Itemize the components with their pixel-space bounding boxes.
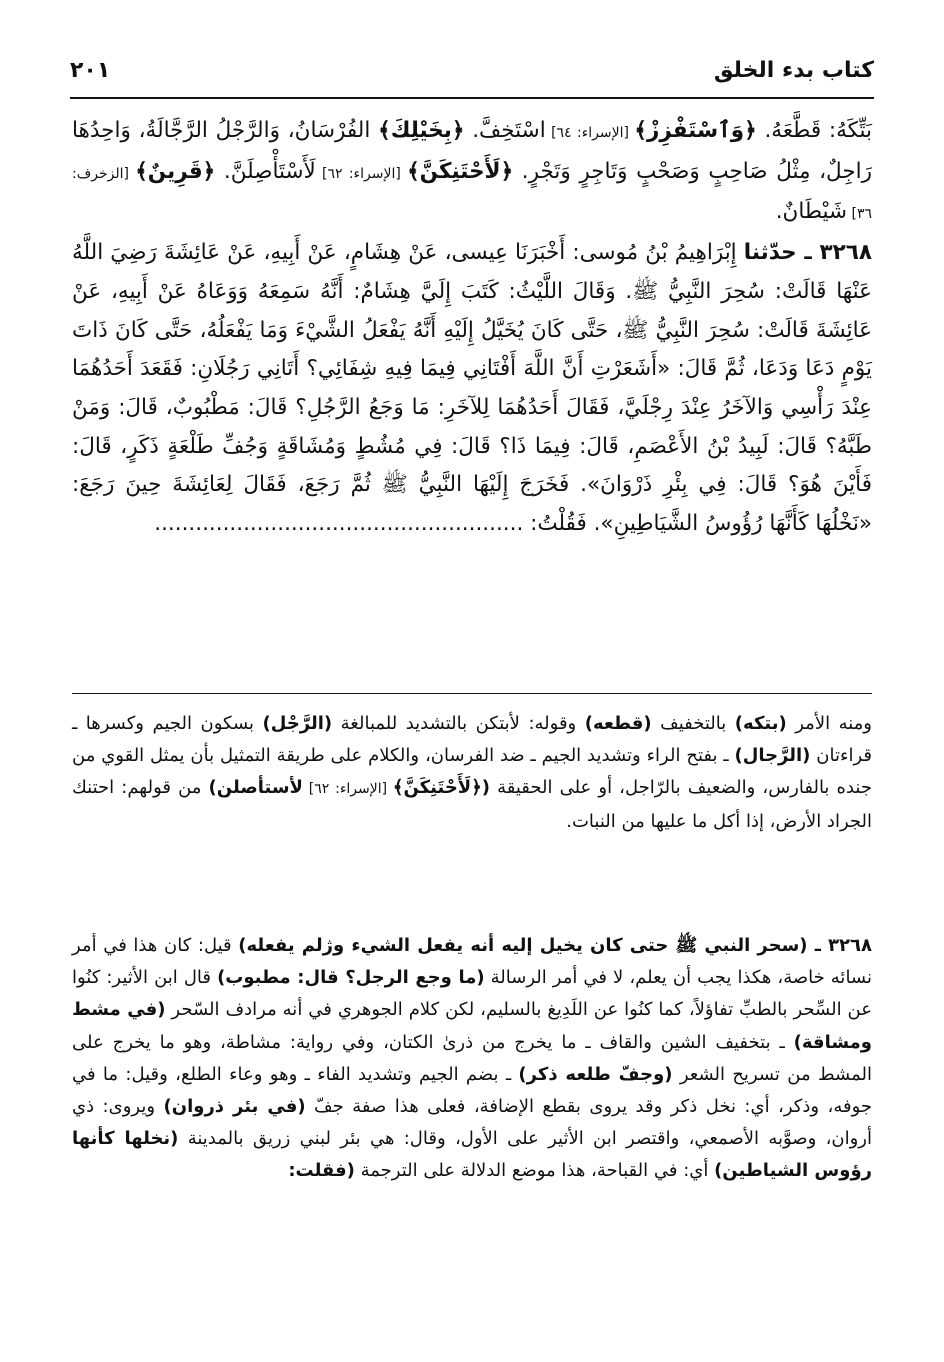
text-run: ومنه الأمر — [786, 713, 872, 734]
hadith-paragraph — [72, 234, 872, 544]
commentary-note-2 — [72, 930, 872, 1188]
text-run: الفُرْسَانُ، وَالرَّجْلُ الرَّجَّالَةُ، وَاحِدُهَا رَاجِلٌ، مِثْلُ صَاحِبٍ وَصَحْبٍ وَتَاجِرٍ وَتَجْرٍ. — [72, 118, 872, 184]
text-run: اسْتَخِفَّ. — [464, 118, 546, 143]
text-run: قيل: كان هذا في أمر نسائه خاصة، هكذا يجب أن يعلم، لا في أمر الرسالة — [72, 935, 872, 989]
glossary-paragraph — [72, 112, 872, 234]
quran-word: ﴿قَرِينٌ﴾ — [135, 158, 216, 184]
main-text — [72, 112, 872, 544]
lemma: (فقلت: — [288, 1160, 355, 1182]
lemma: (﴿لَأَحْتَنِكَنَّ﴾ — [392, 777, 490, 799]
text-run: من قولهم: احتنك الجراد الأرض، إذا أكل ما عليها من النبات. — [72, 777, 872, 832]
text-run: قال ابن الأثير: كنُوا عن السِّحر بالطبِّ تفاؤلاً، كما كنُوا عن اللَدِيغ بالسليم، لكن كلام الجوهري في أنه مرادف السّحر — [72, 967, 872, 1021]
quran-word: ﴿وَٱسْتَفْزِزْ﴾ — [634, 118, 757, 143]
lemma: (في بئر ذروان) — [163, 1096, 306, 1118]
quran-reference: [الزخرف: ٣٦] — [72, 165, 872, 223]
text-run: بَتِّكَهُ: قَطَّعَهُ. — [756, 118, 872, 143]
text-run: ـ بتخفيف الشين والقاف ـ ما يخرج من ذرىٰ الكتان، وفي رواية: مشاطة، وهو ما يخرج على المشط من تسريح الشعر — [72, 1031, 872, 1085]
text-run: بسكون الجيم وكسرها ـ قراءتان — [72, 713, 872, 767]
lemma: (نخلها كأنها رؤوس الشياطين) — [72, 1128, 872, 1182]
lemma: (بتكه) — [734, 713, 787, 734]
quran-reference: [الإسراء: ٦٢] — [315, 165, 408, 182]
lemma: (الرَّجْل) — [262, 713, 333, 734]
quran-reference: [الإسراء: ٦٤] — [545, 125, 635, 141]
hadith-text: إِبْرَاهِيمُ بْنُ مُوسى: أَخْبَرَنَا عِيسى، عَنْ هِشَامٍ، عَنْ أَبِيهِ، عَنْ عَائِشَةَ رَضِيَ اللَّهُ عَنْهَا قَالَتْ: سُحِرَ النَّبِيُّ ﷺ. وَقَالَ اللَّيْثُ: كَتَبَ إِلَيَّ هِشَامٌ: أَنَّهُ سَمِعَهُ وَوَعَاهُ عَنْ أَبِيهِ، عَنْ عَائِشَةَ قَالَتْ: سُحِرَ النَّبِيُّ ﷺ، حَتَّى كَانَ يُخَيَّلُ إِلَيْهِ أَنَّهُ يَفْعَلُ الشَّيْءَ وَمَا يَفْعَلُهُ، حَتَّى كَانَ ذَاتَ يَوْمٍ دَعَا وَدَعَا، ثُمَّ قَالَ: «أَشَعَرْتِ أَنَّ اللَّهَ أَفْتَانِي فِيمَا فِيهِ شِفَائِي؟ أَتَانِي رَجُلَانِ: فَقَعَدَ أَحَدُهُمَا عِنْدَ رَأْسِي وَالآخَرُ عِنْدَ رِجْلَيَّ، فَقَالَ أَحَدُهُمَا لِلآخَرِ: مَا وَجَعُ الرَّجُلِ؟ قَالَ: مَطْبُوبٌ، قَالَ: وَمَنْ طَبَّهُ؟ قَالَ: لَبِيدُ بْنُ الأَعْصَمِ، قَالَ: فِيمَا ذَا؟ قَالَ: فِي مُشُطٍ وَمُشَاقَةٍ وَجُفِّ طَلْعَةٍ ذَكَرٍ، قَالَ: فَأَيْنَ هُوَ؟ قَالَ: فِي بِئْرِ ذَرْوَانَ». فَخَرَجَ إِلَيْهَا النَّبِيُّ ﷺ ثُمَّ رَجَعَ، فَقَالَ لِعَائِشَةَ حِينَ رَجَعَ: «نَخْلُهَا كَأَنَّهَا رُؤُوسُ الشَّيَاطِينِ». فَقُلْتُ: ...................................................... — [72, 240, 872, 537]
quran-word: ﴿بِخَيْلِكَ﴾ — [378, 118, 465, 143]
lemma: (قطعه) — [584, 713, 652, 734]
running-title: كتاب بدء الخلق — [713, 58, 874, 83]
footnote-divider — [72, 693, 872, 694]
text-run: شَيْطَانٌ. — [775, 199, 848, 225]
lemma: (ما وجع الرجل؟ قال: مطبوب) — [217, 967, 485, 989]
quran-reference: [الإسراء: ٦٢] — [302, 781, 393, 798]
hadith-number: ٣٢٦٨ ـ حدّثنا — [743, 240, 873, 266]
header-divider — [70, 97, 874, 99]
lemma: (وجفّ طلعه ذكر) — [518, 1063, 673, 1085]
lemma: (في مشط ومشاقة) — [72, 999, 872, 1053]
text-run: ـ بفتح الراء وتشديد الجيم ـ ضد الفرسان، والكلام على طريقة التمثيل بأن يمثل القوي من جنده بالفارس، والضعيف بالرّاجل، أو على الحقيقة — [72, 745, 872, 799]
page-number: ٢٠١ — [70, 58, 111, 83]
lemma: (الرَّجال) — [734, 745, 811, 767]
lemma: ٣٢٦٨ ـ (سحر النبي ﷺ حتى كان يخيل إليه أنه يفعل الشيء وژلم يفعله) — [238, 935, 872, 956]
text-run: أي: في القباحة، هذا موضع الدلالة على الترجمة — [354, 1160, 715, 1182]
commentary-note-1 — [72, 708, 872, 838]
text-run: وقوله: لأبتكن بالتشديد للمبالغة — [332, 713, 585, 734]
text-run: بالتخفيف — [651, 713, 735, 734]
text-run: ويروى: ذي أروان، وصوَّبه الأصمعي، واقتصر ابن الأثير على الأول، وقال: هي بئر لبني زريق بالمدينة — [72, 1096, 872, 1150]
lemma: لأستأصلن) — [208, 777, 303, 799]
text-run: لَأَسْتَأْصِلَنَّ. — [215, 158, 316, 184]
page-header — [70, 52, 874, 92]
text-run: ـ بضم الجيم وتشديد الفاء ـ وهو وعاء الطلع، وقيل: ما في جوفه، وذكر، أي: نخل ذكر وقد يروى بقطع الإضافة، فعلى هذا صفة جفّ — [72, 1063, 873, 1118]
quran-word: ﴿لَأَحْتَنِكَنَّ﴾ — [407, 158, 514, 184]
